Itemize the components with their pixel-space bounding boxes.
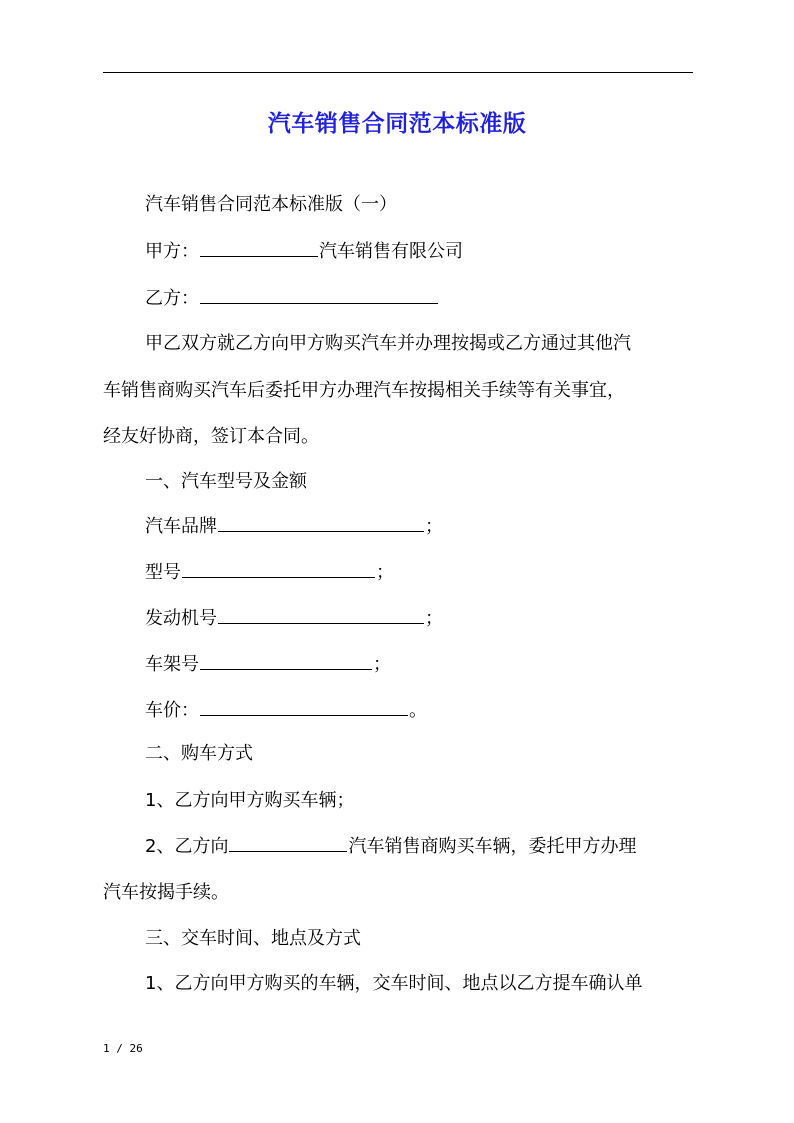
delivery-1: 1、乙方向甲方购买的车辆，交车时间、地点以乙方提车确认单 bbox=[145, 973, 643, 994]
engine-line bbox=[145, 607, 443, 631]
method-2-line-2: 汽车按揭手续。 bbox=[103, 882, 229, 903]
price-line bbox=[145, 699, 427, 723]
model-semicolon: ； bbox=[376, 562, 394, 583]
model-blank[interactable] bbox=[182, 561, 375, 578]
model-line bbox=[145, 561, 394, 585]
party-a-line bbox=[145, 240, 463, 264]
price-blank[interactable] bbox=[200, 699, 408, 716]
document-title: 汽车销售合同范本标准版 bbox=[267, 111, 527, 137]
party-a-label: 甲方： bbox=[145, 241, 199, 262]
engine-label: 发动机号 bbox=[145, 608, 217, 629]
method-1: 1、乙方向甲方购买车辆； bbox=[145, 790, 355, 811]
method-2-suffix: 汽车销售商购买车辆，委托甲方办理 bbox=[348, 836, 637, 857]
section-2-heading: 二、购车方式 bbox=[145, 743, 253, 764]
brand-blank[interactable] bbox=[218, 515, 424, 532]
subtitle: 汽车销售合同范本标准版（一） bbox=[145, 194, 397, 215]
intro-line-2: 车销售商购买汽车后委托甲方办理汽车按揭相关手续等有关事宜， bbox=[103, 380, 625, 401]
engine-semicolon: ； bbox=[425, 608, 443, 629]
frame-blank[interactable] bbox=[200, 653, 372, 670]
model-label: 型号 bbox=[145, 562, 181, 583]
engine-blank[interactable] bbox=[218, 607, 424, 624]
section-1-heading: 一、汽车型号及金额 bbox=[145, 471, 307, 492]
party-a-blank[interactable] bbox=[200, 240, 318, 257]
section-3-heading: 三、交车时间、地点及方式 bbox=[145, 928, 361, 949]
brand-label: 汽车品牌 bbox=[145, 516, 217, 537]
party-b-blank[interactable] bbox=[200, 287, 438, 304]
frame-label: 车架号 bbox=[145, 654, 199, 675]
method-2-prefix: 2、乙方向 bbox=[145, 836, 229, 857]
dealer-blank[interactable] bbox=[229, 835, 347, 852]
party-b-label: 乙方： bbox=[145, 288, 199, 309]
price-period: 。 bbox=[409, 700, 427, 721]
brand-semicolon: ； bbox=[425, 516, 443, 537]
intro-line-3: 经友好协商，签订本合同。 bbox=[103, 426, 319, 447]
brand-line bbox=[145, 515, 443, 539]
party-a-company: 汽车销售有限公司 bbox=[319, 241, 463, 262]
party-b-line bbox=[145, 287, 439, 311]
frame-semicolon: ； bbox=[373, 654, 391, 675]
intro-line-1: 甲乙双方就乙方向甲方购买汽车并办理按揭或乙方通过其他汽 bbox=[145, 333, 631, 354]
method-2-line bbox=[145, 835, 636, 859]
price-label: 车价： bbox=[145, 700, 199, 721]
page-number: 1 / 26 bbox=[103, 1042, 143, 1055]
header-rule bbox=[103, 72, 693, 73]
frame-line bbox=[145, 653, 391, 677]
